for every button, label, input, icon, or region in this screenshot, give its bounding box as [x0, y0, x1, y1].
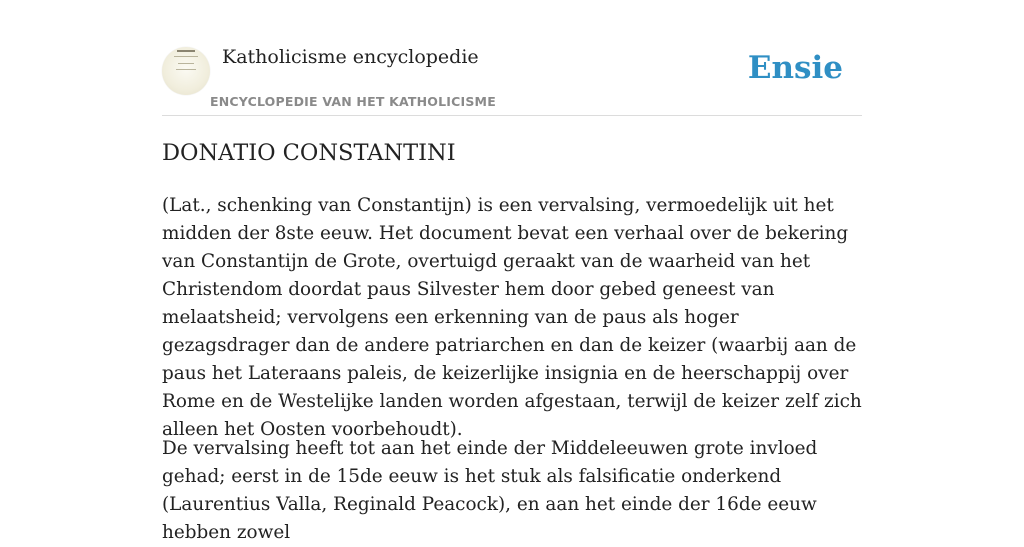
- site-title[interactable]: Katholicisme encyclopedie: [222, 46, 479, 68]
- ensie-brand-link[interactable]: Ensie: [747, 50, 843, 86]
- encyclopedia-logo[interactable]: [162, 47, 210, 95]
- article-title: DONATIO CONSTANTINI: [162, 140, 456, 166]
- site-subtitle: ENCYCLOPEDIE VAN HET KATHOLICISME: [210, 94, 496, 109]
- logo-line: [178, 63, 194, 64]
- article-paragraph: (Lat., schenking van Constantijn) is een vervalsing, vermoedelijk uit het midden der 8ste eeuw. Het document bevat een verhaal over de bekering van Constantijn de Grote, overtuigd geraakt van de waarheid van het Christendom doordat paus Silvester hem door gebed geneest van melaatsheid; vervolgens een erkenning van de paus als hoger gezagsdrager dan de andere patriarchen en dan de keizer (waarbij aan de paus het Lateraans paleis, de keizerlijke insignia en de heerschappij over Rome en de Westelijke landen worden afgestaan, terwijl de keizer zelf zich alleen het Oosten voorbehoudt).: [162, 195, 862, 440]
- logo-line: [176, 69, 196, 70]
- article-paragraph: De vervalsing heeft tot aan het einde der Middeleeuwen grote invloed gehad; eerst in de 15de eeuw is het stuk als falsificatie onderkend (Laurentius Valla, Reginald Peacock), en aan het einde der 16de eeuw hebben zowel: [162, 438, 818, 543]
- logo-line: [177, 50, 195, 52]
- site-header: [162, 0, 862, 116]
- logo-line: [174, 56, 198, 57]
- page: [162, 0, 862, 543]
